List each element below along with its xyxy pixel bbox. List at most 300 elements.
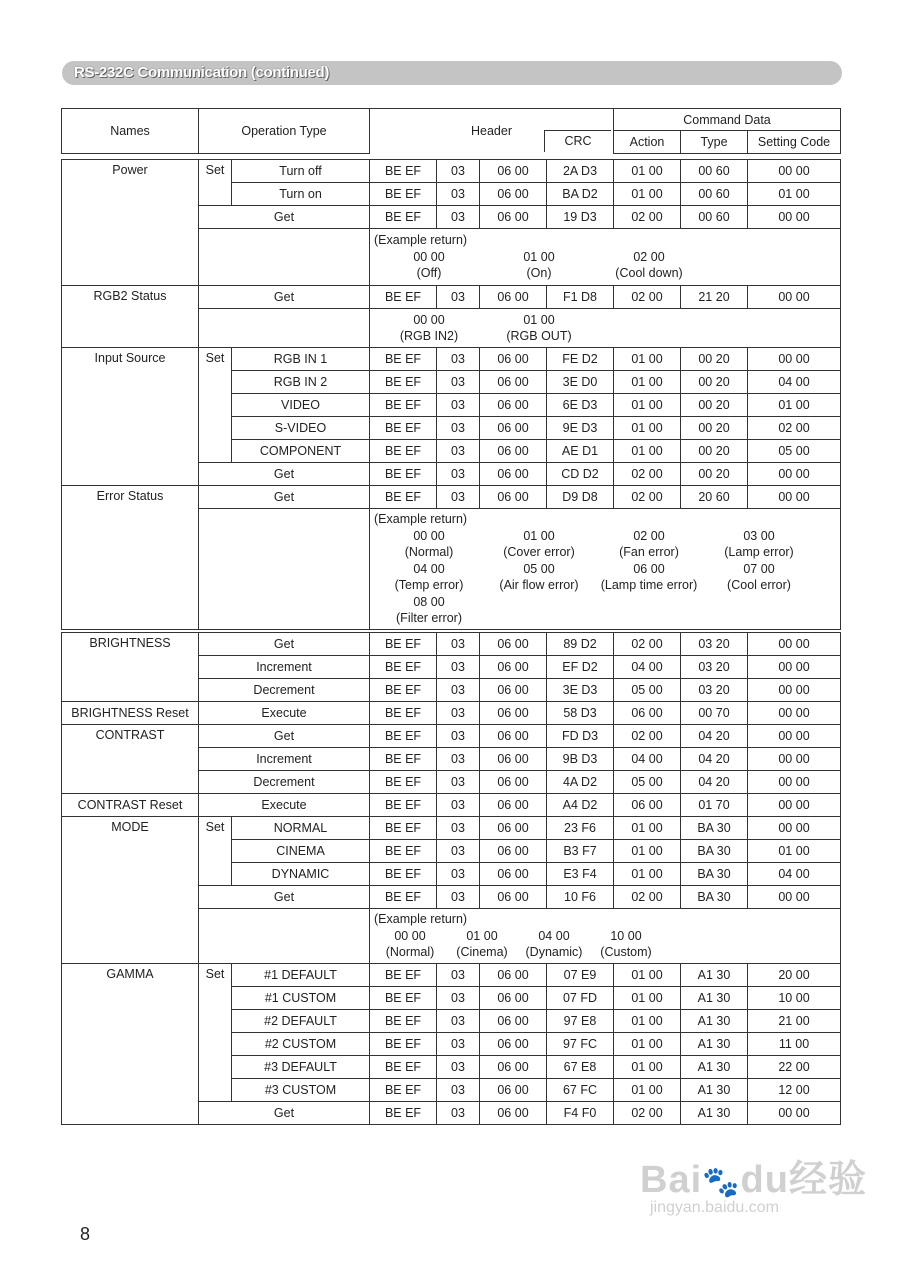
spacer-cell [199, 309, 370, 348]
header-cell: BE EF [370, 656, 437, 679]
table-row [62, 160, 841, 183]
watermark-logo: Bai🐾du经验 [640, 1159, 867, 1201]
header-cell: 03 [437, 817, 480, 840]
operation-cell: Get [199, 463, 370, 486]
header-cell: BE EF [370, 394, 437, 417]
action-cell: 04 00 [614, 656, 681, 679]
type-cell: BA 30 [681, 886, 748, 909]
setting-code-cell: 00 00 [748, 679, 841, 702]
header-cell: 06 00 [480, 394, 547, 417]
example-desc: (Filter error) [396, 611, 462, 626]
header-cell: BE EF [370, 886, 437, 909]
example-desc: (Dynamic) [525, 945, 583, 960]
table-row [62, 725, 841, 748]
header-cell: BE EF [370, 702, 437, 725]
set-label: Set [199, 348, 232, 463]
type-cell: 04 20 [681, 725, 748, 748]
header-crc: CRC [544, 130, 611, 152]
setting-code-cell: 04 00 [748, 863, 841, 886]
header-cell: 03 [437, 286, 480, 309]
crc-cell: 89 D2 [547, 633, 614, 656]
example-desc: (Cool error) [727, 578, 791, 593]
example-desc: (Normal) [404, 545, 454, 560]
crc-cell: F4 F0 [547, 1102, 614, 1125]
type-cell: A1 30 [681, 1010, 748, 1033]
example-label: (Example return) [374, 233, 468, 248]
setting-code-cell: 00 00 [748, 633, 841, 656]
action-cell: 02 00 [614, 725, 681, 748]
table-row [62, 486, 841, 509]
operation-cell: #3 DEFAULT [232, 1056, 370, 1079]
example-value: 03 00 [743, 528, 775, 543]
example-label: (Example return) [374, 912, 468, 927]
setting-code-cell: 00 00 [748, 771, 841, 794]
header-cell: 03 [437, 725, 480, 748]
header-cell: BE EF [370, 1102, 437, 1125]
table-row [62, 633, 841, 656]
crc-cell: D9 D8 [547, 486, 614, 509]
example-value: 01 00 [523, 312, 555, 327]
example-desc: (Air flow error) [499, 578, 579, 593]
header-cell: 06 00 [480, 771, 547, 794]
operation-cell: Get [199, 725, 370, 748]
row-name-input-source: Input Source [62, 348, 199, 486]
row-name-mode: MODE [62, 817, 199, 964]
header-cell: 03 [437, 702, 480, 725]
header-cell: 06 00 [480, 817, 547, 840]
table-row [62, 794, 841, 817]
example-label: (Example return) [374, 512, 468, 527]
watermark-url: jingyan.baidu.com [650, 1199, 779, 1216]
operation-cell: Get [199, 886, 370, 909]
set-label: Set [199, 964, 232, 1102]
crc-cell: F1 D8 [547, 286, 614, 309]
action-cell: 05 00 [614, 679, 681, 702]
section-title: RS-232C Communication (continued) [74, 64, 330, 81]
header-cell: BE EF [370, 183, 437, 206]
type-cell: 04 20 [681, 748, 748, 771]
header-cell: 03 [437, 656, 480, 679]
type-cell: A1 30 [681, 1056, 748, 1079]
header-cell: BE EF [370, 206, 437, 229]
crc-cell: EF D2 [547, 656, 614, 679]
type-cell: 00 20 [681, 348, 748, 371]
crc-cell: 97 FC [547, 1033, 614, 1056]
header-cell: 06 00 [480, 417, 547, 440]
crc-cell: B3 F7 [547, 840, 614, 863]
operation-cell: #1 DEFAULT [232, 964, 370, 987]
header-cell: BE EF [370, 817, 437, 840]
example-value: 01 00 [523, 249, 555, 264]
table-row [62, 702, 841, 725]
setting-code-cell: 20 00 [748, 964, 841, 987]
crc-cell: 23 F6 [547, 817, 614, 840]
header-cell: 06 00 [480, 1102, 547, 1125]
row-name-rgb2-status: RGB2 Status [62, 286, 199, 348]
type-cell: 20 60 [681, 486, 748, 509]
type-cell: 04 20 [681, 771, 748, 794]
crc-cell: FE D2 [547, 348, 614, 371]
paw-icon: 🐾 [702, 1166, 741, 1199]
spacer-cell [199, 229, 370, 286]
setting-code-cell: 00 00 [748, 486, 841, 509]
example-return-power [370, 229, 841, 286]
example-desc: (Fan error) [619, 545, 679, 560]
spacer-cell [199, 509, 370, 630]
operation-cell: COMPONENT [232, 440, 370, 463]
crc-cell: 07 FD [547, 987, 614, 1010]
setting-code-cell: 04 00 [748, 371, 841, 394]
header-cell: BE EF [370, 633, 437, 656]
type-cell: BA 30 [681, 817, 748, 840]
example-value: 00 00 [394, 928, 426, 943]
setting-code-cell: 00 00 [748, 656, 841, 679]
operation-cell: #1 CUSTOM [232, 987, 370, 1010]
header-operation-type: Operation Type [199, 109, 370, 154]
header-cell: 03 [437, 463, 480, 486]
header-cell: BE EF [370, 771, 437, 794]
operation-cell: DYNAMIC [232, 863, 370, 886]
operation-cell: Get [199, 206, 370, 229]
operation-cell: Increment [199, 656, 370, 679]
example-desc: (Lamp error) [724, 545, 794, 560]
type-cell: 00 20 [681, 440, 748, 463]
type-cell: 21 20 [681, 286, 748, 309]
operation-cell: VIDEO [232, 394, 370, 417]
header-cell: 03 [437, 371, 480, 394]
header-cell: 06 00 [480, 1079, 547, 1102]
action-cell: 01 00 [614, 1033, 681, 1056]
type-cell: 00 60 [681, 183, 748, 206]
example-desc: (Cover error) [503, 545, 575, 560]
header-cell: 06 00 [480, 840, 547, 863]
header-cell: BE EF [370, 286, 437, 309]
header-cell: 06 00 [480, 725, 547, 748]
setting-code-cell: 00 00 [748, 463, 841, 486]
type-cell: A1 30 [681, 1033, 748, 1056]
example-value: 05 00 [523, 561, 555, 576]
crc-cell: 2A D3 [547, 160, 614, 183]
command-table-2 [61, 632, 841, 1125]
header-cell: 03 [437, 964, 480, 987]
row-name-contrast-reset: CONTRAST Reset [62, 794, 199, 817]
header-cell: BE EF [370, 987, 437, 1010]
crc-cell: 9B D3 [547, 748, 614, 771]
crc-cell: 9E D3 [547, 417, 614, 440]
example-value: 02 00 [633, 249, 665, 264]
action-cell: 02 00 [614, 486, 681, 509]
header-cell: BE EF [370, 440, 437, 463]
type-cell: 03 20 [681, 656, 748, 679]
crc-cell: BA D2 [547, 183, 614, 206]
header-cell: 06 00 [480, 160, 547, 183]
column-header-table [61, 108, 841, 154]
example-value: 07 00 [743, 561, 775, 576]
operation-cell: Get [199, 633, 370, 656]
header-cell: 03 [437, 486, 480, 509]
example-desc: (RGB IN2) [399, 329, 459, 343]
header-cell: 06 00 [480, 371, 547, 394]
setting-code-cell: 12 00 [748, 1079, 841, 1102]
action-cell: 01 00 [614, 440, 681, 463]
example-value: 01 00 [466, 928, 498, 943]
example-return-mode [370, 909, 841, 964]
header-cell: 06 00 [480, 206, 547, 229]
row-name-gamma: GAMMA [62, 964, 199, 1125]
action-cell: 06 00 [614, 794, 681, 817]
action-cell: 02 00 [614, 286, 681, 309]
command-table-1 [61, 159, 841, 630]
header-cell: 03 [437, 633, 480, 656]
crc-cell: E3 F4 [547, 863, 614, 886]
header-cell: 03 [437, 987, 480, 1010]
setting-code-cell: 00 00 [748, 206, 841, 229]
example-desc: (On) [526, 266, 552, 281]
header-cell: 03 [437, 440, 480, 463]
header-cell: 03 [437, 417, 480, 440]
header-cell: 03 [437, 771, 480, 794]
set-label: Set [199, 817, 232, 886]
crc-cell: 07 E9 [547, 964, 614, 987]
operation-cell: RGB IN 1 [232, 348, 370, 371]
action-cell: 01 00 [614, 394, 681, 417]
action-cell: 01 00 [614, 817, 681, 840]
crc-cell: FD D3 [547, 725, 614, 748]
crc-cell: CD D2 [547, 463, 614, 486]
header-cell: 03 [437, 886, 480, 909]
action-cell: 01 00 [614, 1010, 681, 1033]
header-names: Names [62, 109, 199, 154]
type-cell: 03 20 [681, 633, 748, 656]
crc-cell: 4A D2 [547, 771, 614, 794]
header-cell: 03 [437, 348, 480, 371]
header-cell: 03 [437, 183, 480, 206]
type-cell: A1 30 [681, 1102, 748, 1125]
header-cell: BE EF [370, 863, 437, 886]
header-cell: 06 00 [480, 987, 547, 1010]
operation-cell: Get [199, 486, 370, 509]
header-cell: 03 [437, 206, 480, 229]
header-cell: 06 00 [480, 463, 547, 486]
action-cell: 01 00 [614, 1056, 681, 1079]
header-cell: 06 00 [480, 286, 547, 309]
operation-cell: CINEMA [232, 840, 370, 863]
action-cell: 01 00 [614, 964, 681, 987]
type-cell: 03 20 [681, 679, 748, 702]
type-cell: A1 30 [681, 964, 748, 987]
header-cell: BE EF [370, 725, 437, 748]
example-value: 04 00 [538, 928, 570, 943]
action-cell: 01 00 [614, 863, 681, 886]
setting-code-cell: 11 00 [748, 1033, 841, 1056]
action-cell: 01 00 [614, 348, 681, 371]
action-cell: 02 00 [614, 206, 681, 229]
header-cell: 03 [437, 679, 480, 702]
operation-cell: Execute [199, 702, 370, 725]
operation-cell: Turn on [232, 183, 370, 206]
operation-cell: Turn off [232, 160, 370, 183]
action-cell: 01 00 [614, 183, 681, 206]
set-label: Set [199, 160, 232, 206]
header-header: Header [471, 124, 512, 138]
baidu-watermark [640, 1148, 867, 1217]
type-cell: 00 20 [681, 371, 748, 394]
table-row [62, 286, 841, 309]
header-cell: 06 00 [480, 440, 547, 463]
operation-cell: S-VIDEO [232, 417, 370, 440]
header-cell: 06 00 [480, 1010, 547, 1033]
header-cell: 06 00 [480, 633, 547, 656]
operation-cell: #2 DEFAULT [232, 1010, 370, 1033]
header-cell: 06 00 [480, 702, 547, 725]
header-cell: BE EF [370, 1056, 437, 1079]
crc-cell: 10 F6 [547, 886, 614, 909]
type-cell: A1 30 [681, 987, 748, 1010]
action-cell: 01 00 [614, 417, 681, 440]
crc-cell: 67 FC [547, 1079, 614, 1102]
example-desc: (Cool down) [615, 266, 683, 281]
row-name-brightness: BRIGHTNESS [62, 633, 199, 702]
type-cell: 00 60 [681, 206, 748, 229]
type-cell: BA 30 [681, 840, 748, 863]
example-desc: (Off) [416, 266, 442, 281]
header-cell: BE EF [370, 348, 437, 371]
type-cell: 00 20 [681, 417, 748, 440]
crc-cell: A4 D2 [547, 794, 614, 817]
header-cell: 03 [437, 394, 480, 417]
header-type: Type [681, 131, 748, 153]
action-cell: 01 00 [614, 1079, 681, 1102]
header-cell: 03 [437, 1056, 480, 1079]
row-name-brightness-reset: BRIGHTNESS Reset [62, 702, 199, 725]
crc-cell: 67 E8 [547, 1056, 614, 1079]
header-cell: 06 00 [480, 886, 547, 909]
row-name-power: Power [62, 160, 199, 286]
setting-code-cell: 01 00 [748, 183, 841, 206]
action-cell: 01 00 [614, 371, 681, 394]
type-cell: 00 60 [681, 160, 748, 183]
header-cell: 03 [437, 1033, 480, 1056]
header-cell: BE EF [370, 417, 437, 440]
setting-code-cell: 00 00 [748, 702, 841, 725]
header-cell: BE EF [370, 1010, 437, 1033]
example-desc: (Cinema) [456, 945, 508, 960]
example-value: 06 00 [633, 561, 665, 576]
crc-cell: 6E D3 [547, 394, 614, 417]
type-cell: BA 30 [681, 863, 748, 886]
header-cell: BE EF [370, 486, 437, 509]
operation-cell: Get [199, 1102, 370, 1125]
setting-code-cell: 00 00 [748, 794, 841, 817]
setting-code-cell: 01 00 [748, 840, 841, 863]
page-number: 8 [80, 1224, 91, 1244]
type-cell: A1 30 [681, 1079, 748, 1102]
table-row [62, 817, 841, 840]
header-cell: BE EF [370, 794, 437, 817]
example-value: 00 00 [413, 528, 445, 543]
action-cell: 01 00 [614, 987, 681, 1010]
action-cell: 06 00 [614, 702, 681, 725]
example-value: 04 00 [413, 561, 445, 576]
header-cell: 03 [437, 794, 480, 817]
setting-code-cell: 00 00 [748, 1102, 841, 1125]
header-cell: 06 00 [480, 1033, 547, 1056]
header-cell: 06 00 [480, 486, 547, 509]
setting-code-cell: 00 00 [748, 286, 841, 309]
type-cell: 00 20 [681, 394, 748, 417]
example-value: 00 00 [413, 249, 445, 264]
example-return-rgb2 [370, 309, 841, 348]
header-cell: 03 [437, 863, 480, 886]
operation-cell: RGB IN 2 [232, 371, 370, 394]
header-setting-code: Setting Code [748, 131, 841, 153]
header-cell: 06 00 [480, 679, 547, 702]
header-cell: BE EF [370, 964, 437, 987]
header-cell: 06 00 [480, 748, 547, 771]
setting-code-cell: 00 00 [748, 886, 841, 909]
header-cell: 06 00 [480, 964, 547, 987]
crc-cell: 3E D0 [547, 371, 614, 394]
header-cell: 03 [437, 1010, 480, 1033]
operation-cell: Execute [199, 794, 370, 817]
setting-code-cell: 00 00 [748, 817, 841, 840]
crc-cell: 97 E8 [547, 1010, 614, 1033]
action-cell: 02 00 [614, 463, 681, 486]
example-desc: (RGB OUT) [506, 329, 572, 343]
example-desc: (Normal) [385, 945, 435, 960]
example-value: 01 00 [523, 528, 555, 543]
setting-code-cell: 21 00 [748, 1010, 841, 1033]
action-cell: 02 00 [614, 1102, 681, 1125]
row-name-error-status: Error Status [62, 486, 199, 630]
action-cell: 02 00 [614, 886, 681, 909]
header-cell: BE EF [370, 679, 437, 702]
crc-cell: 3E D3 [547, 679, 614, 702]
action-cell: 01 00 [614, 840, 681, 863]
table-row [62, 964, 841, 987]
example-return-error [370, 509, 841, 630]
header-cell: 03 [437, 840, 480, 863]
operation-cell: Decrement [199, 679, 370, 702]
header-cell: 03 [437, 748, 480, 771]
setting-code-cell: 22 00 [748, 1056, 841, 1079]
header-cell: 03 [437, 1079, 480, 1102]
header-cell: BE EF [370, 748, 437, 771]
setting-code-cell: 00 00 [748, 748, 841, 771]
action-cell: 02 00 [614, 633, 681, 656]
type-cell: 00 70 [681, 702, 748, 725]
header-cell: BE EF [370, 371, 437, 394]
operation-cell: #2 CUSTOM [232, 1033, 370, 1056]
setting-code-cell: 00 00 [748, 348, 841, 371]
header-cell: 06 00 [480, 183, 547, 206]
setting-code-cell: 10 00 [748, 987, 841, 1010]
setting-code-cell: 05 00 [748, 440, 841, 463]
header-cell: 06 00 [480, 656, 547, 679]
header-cell: BE EF [370, 1079, 437, 1102]
setting-code-cell: 00 00 [748, 160, 841, 183]
header-cell: BE EF [370, 160, 437, 183]
header-cell: 06 00 [480, 1056, 547, 1079]
action-cell: 01 00 [614, 160, 681, 183]
header-cell: 06 00 [480, 794, 547, 817]
setting-code-cell: 00 00 [748, 725, 841, 748]
example-desc: (Custom) [600, 945, 652, 960]
setting-code-cell: 01 00 [748, 394, 841, 417]
header-cell: BE EF [370, 840, 437, 863]
header-cell: BE EF [370, 463, 437, 486]
row-name-contrast: CONTRAST [62, 725, 199, 794]
